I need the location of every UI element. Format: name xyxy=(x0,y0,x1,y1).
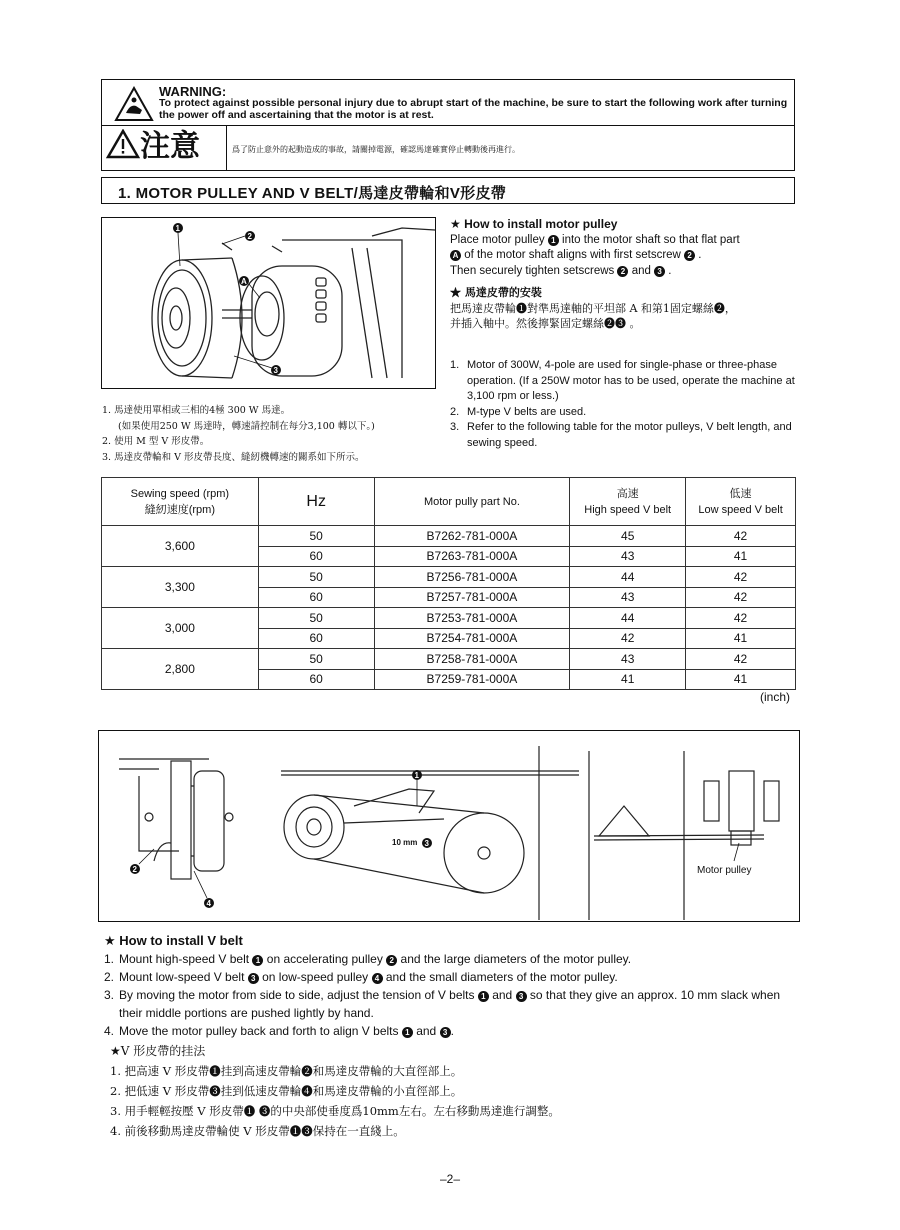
warning-title: WARNING: xyxy=(159,84,227,99)
cell-part: B7253-781-000A xyxy=(374,608,570,629)
vbelt-zh-step: 1. 把高速 V 形皮帶❶挂到高速皮帶輪❷和馬達皮帶輪的大直徑部上。 xyxy=(110,1064,463,1078)
note-num: 1. xyxy=(450,359,460,371)
fig1-label-1: 1 xyxy=(175,224,180,233)
cell-hz: 60 xyxy=(258,628,374,649)
cell-part: B7254-781-000A xyxy=(374,628,570,649)
note-text: Motor of 300W, 4-pole are used for single-phase or three-phase operation. (If a 250W motor has to be used, operate the machine at 3,100 rpm or less.) xyxy=(467,359,795,402)
vbelt-figure xyxy=(98,730,800,922)
install-vbelt-heading: ★ How to install V belt xyxy=(104,933,243,948)
note-zh: 2. 使用 M 型 V 形皮帶。 xyxy=(102,436,210,447)
install-motor-line1: Place motor pulley xyxy=(450,233,545,246)
vbelt-zh-step: 4. 前後移動馬達皮帶輪使 V 形皮帶❶❸保持在一直綫上。 xyxy=(110,1124,405,1138)
cell-part: B7262-781-000A xyxy=(374,526,570,547)
install-motor-zh-line2: 并插入軸中。然後擰緊固定螺絲❷❸ 。 xyxy=(450,317,641,330)
cell-part: B7256-781-000A xyxy=(374,567,570,588)
cell-low: 41 xyxy=(686,628,796,649)
vbelt-zh-step: 2. 把低速 V 形皮帶❸挂到低速皮帶輪❹和馬達皮帶輪的小直徑部上。 xyxy=(110,1084,463,1098)
cell-part: B7263-781-000A xyxy=(374,546,570,567)
cell-hz: 50 xyxy=(258,649,374,670)
ref-1-badge: 1 xyxy=(548,235,559,246)
cell-low: 42 xyxy=(686,608,796,629)
cell-hz: 60 xyxy=(258,669,374,690)
install-vbelt-block xyxy=(104,932,804,1141)
section-heading-box xyxy=(101,177,795,204)
cell-high: 43 xyxy=(570,546,686,567)
vbelt-step: 2. Mount low-speed V belt 3 on low-speed pulley 4 and the small diameters of the motor pulley. xyxy=(104,970,618,984)
cell-high: 41 xyxy=(570,669,686,690)
vbelt-zh-step: 3. 用手輕輕按壓 V 形皮帶❶ ❸的中央部使垂度爲10mm左右。左右移動馬達進行調整。 xyxy=(110,1104,560,1118)
header-hz: Hz xyxy=(258,478,374,526)
cell-high: 43 xyxy=(570,587,686,608)
cell-high: 45 xyxy=(570,526,686,547)
header-high: 高速 High speed V belt xyxy=(570,478,686,526)
install-motor-line1b: into the motor shaft so that flat part xyxy=(562,233,740,246)
table-row xyxy=(102,526,796,547)
install-motor-zh-heading: ★ 馬達皮帶的安裝 xyxy=(450,286,542,299)
cell-hz: 50 xyxy=(258,567,374,588)
cell-speed: 3,000 xyxy=(102,608,259,649)
motor-pulley-illustration xyxy=(102,218,435,388)
cell-high: 44 xyxy=(570,608,686,629)
cell-hz: 60 xyxy=(258,587,374,608)
note-zh: 1. 馬達使用單相或三相的4極 300 W 馬達。 xyxy=(102,405,291,416)
cell-speed: 2,800 xyxy=(102,649,259,690)
fig1-label-3: 3 xyxy=(273,366,278,375)
notes-zh xyxy=(102,403,447,465)
install-motor-zh-line1: 把馬達皮帶輪❶對準馬達軸的平坦部 A 和第1固定螺絲❷， xyxy=(450,301,736,315)
header-low: 低速 Low speed V belt xyxy=(686,478,796,526)
vbelt-illustration xyxy=(99,731,798,920)
cell-high: 42 xyxy=(570,628,686,649)
vbelt-step: 4. Move the motor pulley back and forth to align V belts 1 and 3 . xyxy=(104,1024,454,1038)
header-part: Motor pully part No. xyxy=(374,478,570,526)
caution-triangle-icon xyxy=(106,129,140,159)
table-unit: (inch) xyxy=(760,690,791,704)
page-number: –2– xyxy=(440,1172,461,1186)
cell-low: 41 xyxy=(686,669,796,690)
ref-2-badge: 2 xyxy=(684,250,695,261)
cell-low: 41 xyxy=(686,546,796,567)
ref-3-badge: 3 xyxy=(654,266,665,277)
zh-caution-heading: 注意 xyxy=(106,129,200,165)
table-header-row xyxy=(102,478,796,526)
table-row xyxy=(102,567,796,588)
fig2-label-3: 3 xyxy=(424,839,429,848)
install-motor-pulley-block: ★ How to install motor pulley Place motor pulley 1 into the motor shaft so that flat part A of the motor shaft aligns with first setscrew 2 . Then securely tighten setscrews 2 and 3 . ★ 馬達皮帶的安裝 把馬達皮帶輪❶對準馬達軸的平坦部 A 和第1固定螺絲❷， 并插入軸中。然後擰緊固定螺絲❷❸ 。 xyxy=(450,217,800,332)
fig2-label-2: 2 xyxy=(132,865,137,874)
cell-part: B7258-781-000A xyxy=(374,649,570,670)
vbelt-zh-heading: ★V 形皮帶的挂法 xyxy=(110,1044,206,1058)
table-row xyxy=(102,608,796,629)
vbelt-step: 3. By moving the motor from side to side, adjust the tension of V belts 1 and 3 so that they give an approx. 10 mm slack when their middle portions are pushed lightly by hand. xyxy=(104,988,781,1020)
cell-hz: 50 xyxy=(258,608,374,629)
fig2-label-4: 4 xyxy=(206,899,211,908)
warning-text: To protect against possible personal injury due to abrupt start of the machine, be sure to start the following work after turning the power off and ascertaining that the motor is at rest. xyxy=(159,97,788,121)
ref-2-badge: 2 xyxy=(617,266,628,277)
install-motor-line3: Then securely tighten setscrews xyxy=(450,264,615,277)
fig2-label-1: 1 xyxy=(414,771,419,780)
install-motor-heading: ★ How to install motor pulley xyxy=(450,217,618,231)
fig2-motor-pulley-label: Motor pulley xyxy=(697,865,752,876)
cell-hz: 60 xyxy=(258,546,374,567)
hand-caution-icon xyxy=(114,86,154,122)
header-speed: Sewing speed (rpm) 縫紉速度(rpm) xyxy=(102,478,259,526)
section-title: 1. MOTOR PULLEY AND V BELT/馬達皮帶輪和V形皮帶 xyxy=(118,185,507,202)
cell-part: B7257-781-000A xyxy=(374,587,570,608)
cell-speed: 3,300 xyxy=(102,567,259,608)
cell-low: 42 xyxy=(686,526,796,547)
vbelt-step: 1. Mount high-speed V belt 1 on accelerating pulley 2 and the large diameters of the motor pulley. xyxy=(104,952,632,966)
cell-high: 44 xyxy=(570,567,686,588)
warning-box xyxy=(101,79,795,171)
note-text: M-type V belts are used. xyxy=(467,405,587,418)
ref-a-badge: A xyxy=(450,250,461,261)
table-row xyxy=(102,649,796,670)
cell-high: 43 xyxy=(570,649,686,670)
cell-low: 42 xyxy=(686,649,796,670)
note-num: 3. xyxy=(450,421,460,433)
cell-low: 42 xyxy=(686,567,796,588)
note-zh: (如果使用250 W 馬達時，轉速請控制在每分3,100 轉以下。) xyxy=(118,420,375,432)
notes-en xyxy=(450,358,798,451)
note-text: Refer to the following table for the motor pulleys, V belt length, and sewing speed. xyxy=(467,421,792,449)
install-motor-and: and xyxy=(631,264,651,277)
cell-low: 42 xyxy=(686,587,796,608)
fig1-label-2: 2 xyxy=(247,232,252,241)
cell-part: B7259-781-000A xyxy=(374,669,570,690)
note-num: 2. xyxy=(450,405,460,418)
fig1-label-a: A xyxy=(241,277,247,286)
zh-warning-text: 爲了防止意外的起動造成的事故，請關掉電源，確認馬達確實停止轉動後再進行。 xyxy=(232,145,520,154)
fig2-10mm-label: 10 mm xyxy=(392,838,418,847)
speed-table xyxy=(101,477,796,690)
install-motor-line2: of the motor shaft aligns with first setscrew xyxy=(464,249,681,261)
motor-pulley-figure xyxy=(101,217,436,389)
cell-speed: 3,600 xyxy=(102,526,259,567)
note-zh: 3. 馬達皮帶輪和 V 形皮帶長度、縫紉機轉速的關系如下所示。 xyxy=(102,451,365,463)
cell-hz: 50 xyxy=(258,526,374,547)
